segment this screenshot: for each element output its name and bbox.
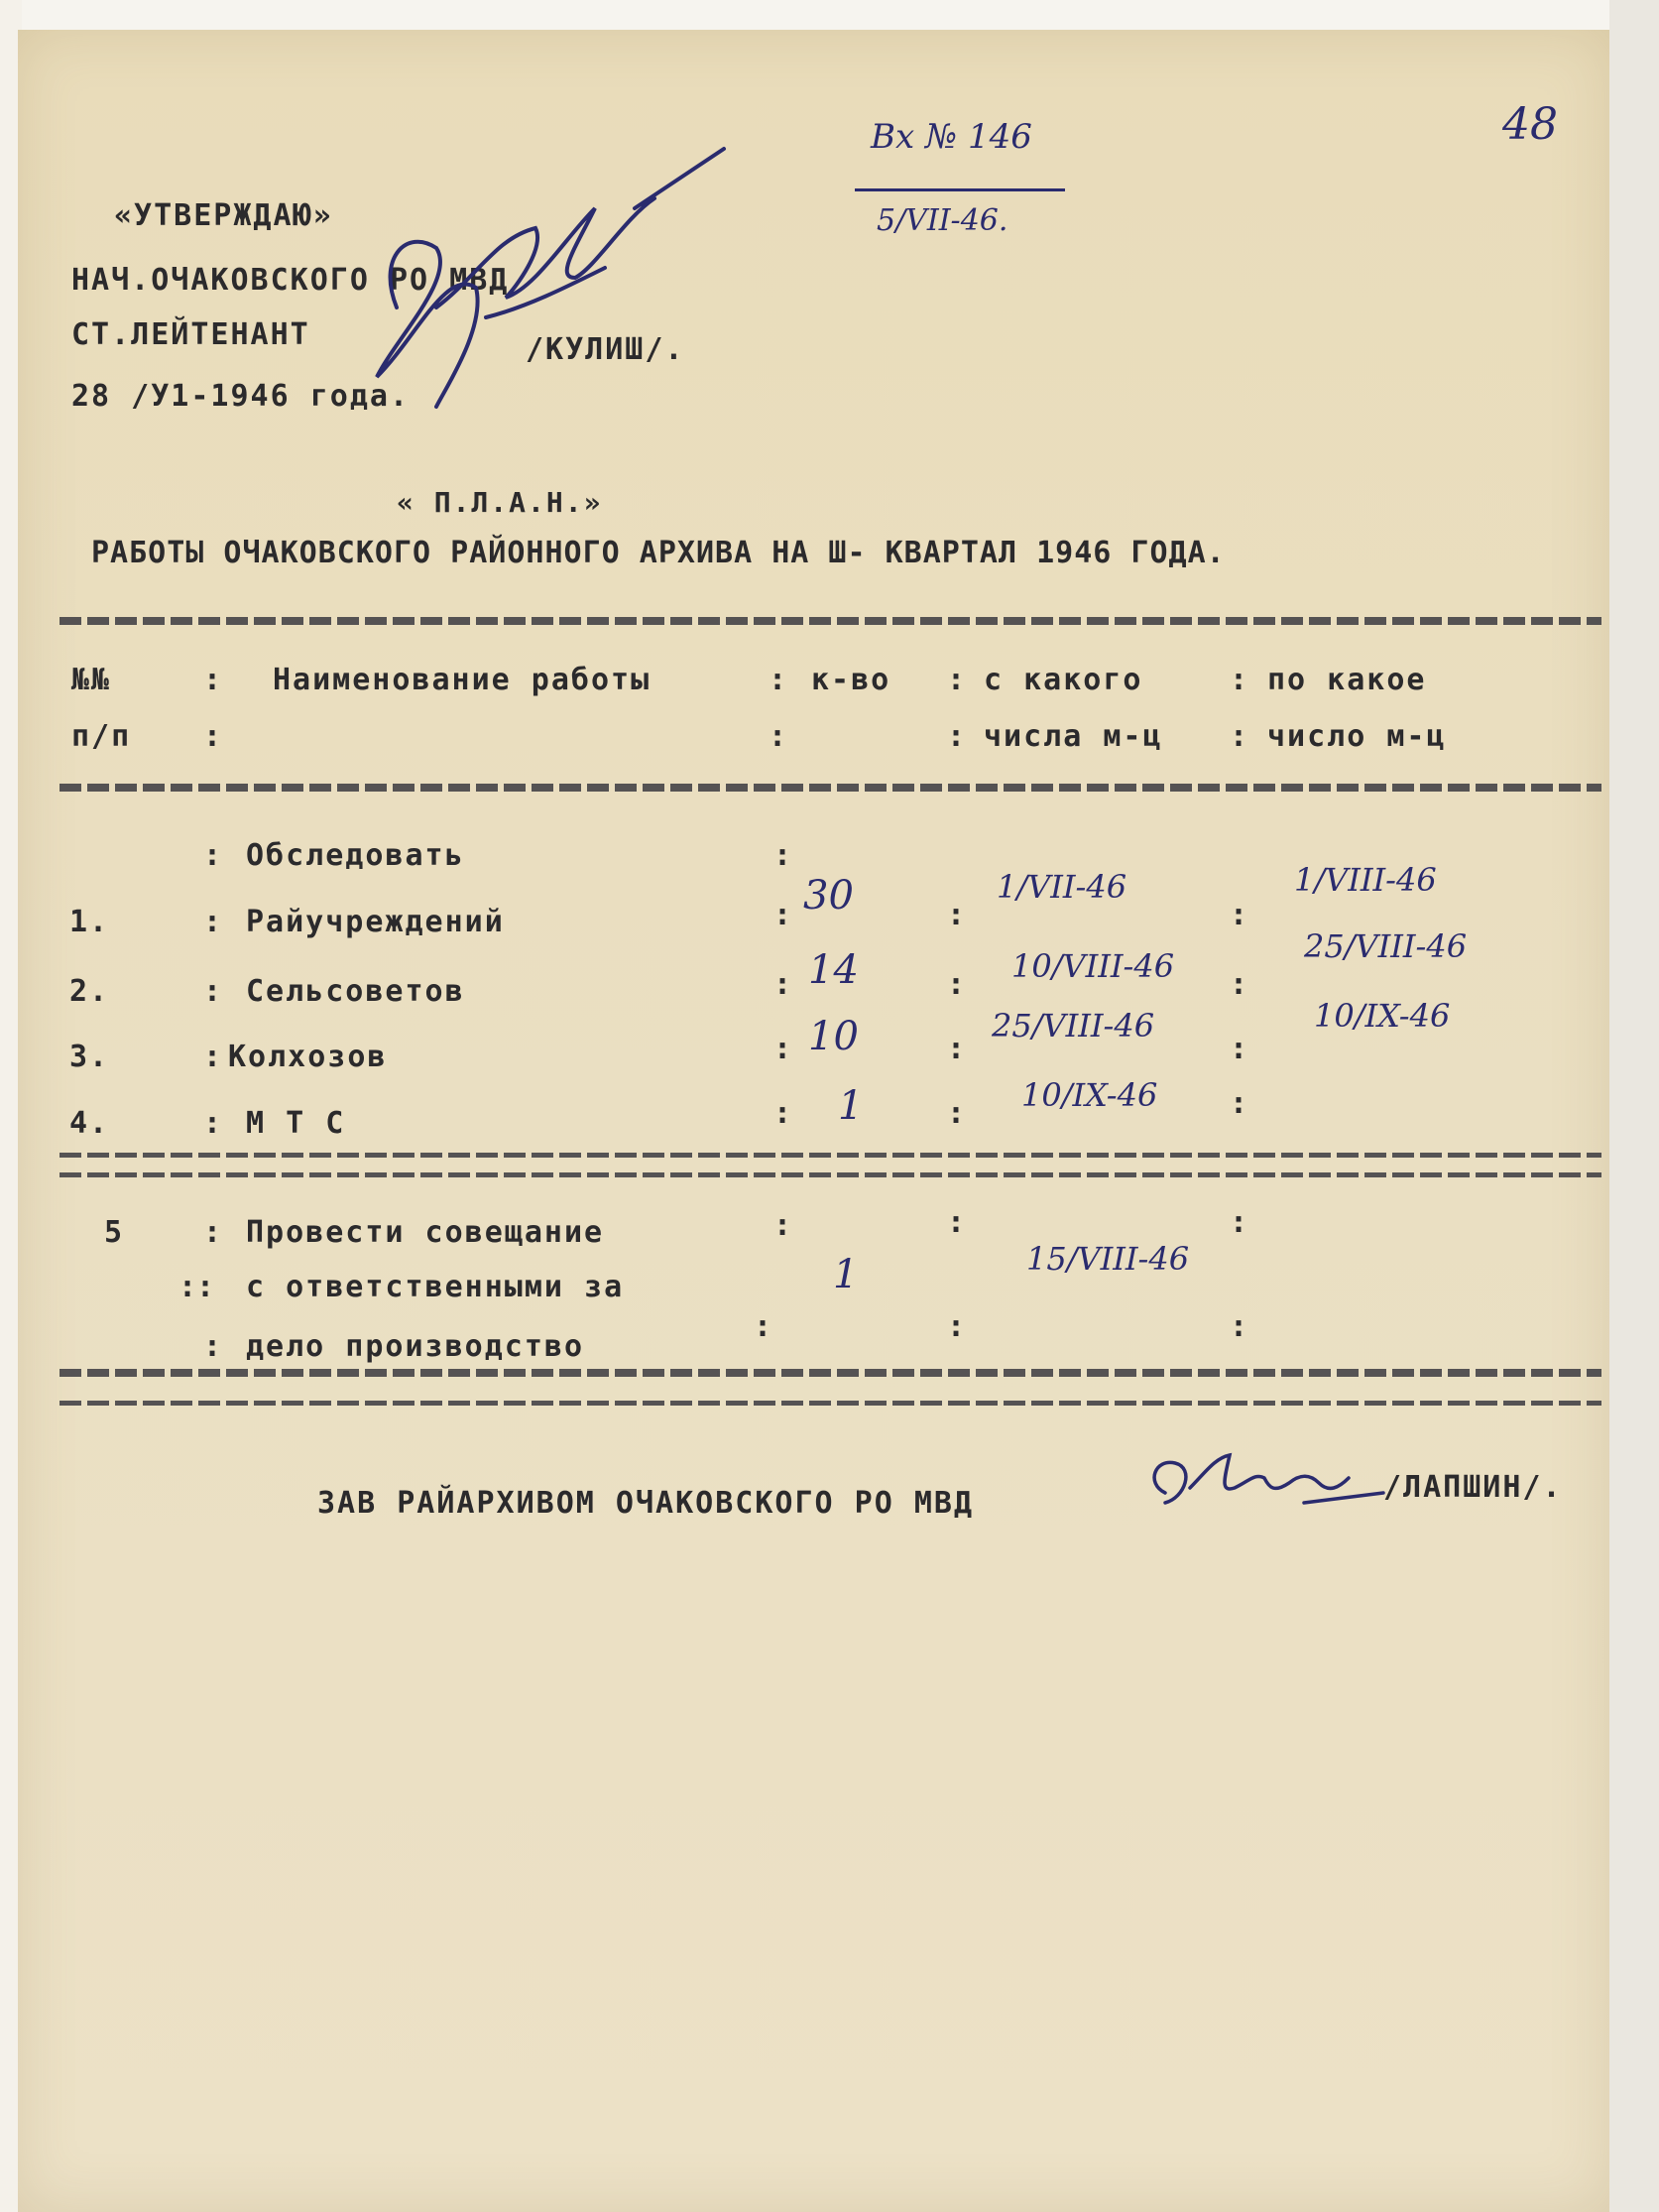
header-colon: : — [947, 719, 966, 754]
intro-label: Обследовать — [246, 838, 465, 873]
registration-number: Вх № 146 — [871, 117, 1032, 157]
row-to-date: 10/IX-46 — [1314, 997, 1451, 1035]
row-colon: : — [947, 1032, 966, 1066]
row-from-date: 25/VIII-46 — [992, 1007, 1155, 1045]
row-colon: : — [203, 838, 222, 873]
header-work-name: Наименование работы — [273, 663, 652, 697]
row-colon: : — [754, 1309, 772, 1344]
header-colon: : — [769, 663, 787, 697]
row-number: 4. — [69, 1106, 110, 1141]
row-colon: : — [773, 1096, 792, 1131]
row-colon: : — [773, 1032, 792, 1066]
row-number: 2. — [69, 974, 110, 1009]
row-name: Райучреждений — [246, 905, 505, 939]
row-to-date: 1/VIII-46 — [1294, 861, 1437, 899]
header-from-l2: числа м-ц — [984, 719, 1163, 754]
approval-name: /КУЛИШ/. — [526, 332, 685, 367]
row-number: 1. — [69, 905, 110, 939]
row-quantity: 1 — [833, 1252, 859, 1297]
row-colon: : — [947, 898, 966, 932]
header-colon: : — [1230, 719, 1248, 754]
row-quantity: 1 — [838, 1083, 864, 1129]
approval-signature — [337, 139, 734, 436]
row-from-date: 15/VIII-46 — [1026, 1240, 1190, 1278]
row-name: Колхозов — [228, 1040, 388, 1074]
header-quantity: к-во — [811, 663, 891, 697]
row-colon: : — [1230, 967, 1248, 1002]
row-name: Провести совещание — [246, 1215, 605, 1250]
table-bottom-rule-2 — [59, 1401, 1601, 1406]
header-number-l2: п/п — [71, 719, 132, 754]
row-colon: : — [203, 1329, 222, 1364]
row-from-date: 1/VII-46 — [997, 868, 1127, 906]
row-name: дело производство — [246, 1329, 585, 1364]
approval-position: НАЧ.ОЧАКОВСКОГО РО МВД — [71, 263, 510, 298]
document-subtitle: РАБОТЫ ОЧАКОВСКОГО РАЙОННОГО АРХИВА НА Ш- КВАРТАЛ 1946 ГОДА. — [91, 536, 1226, 570]
row-colon: : — [203, 1215, 222, 1250]
page-number: 48 — [1502, 99, 1558, 150]
rows-bottom-rule — [59, 1153, 1601, 1158]
row-colon: : — [773, 1208, 792, 1243]
header-to-l2: число м-ц — [1267, 719, 1447, 754]
rows-bottom-rule-2 — [59, 1172, 1601, 1177]
header-colon: : — [769, 719, 787, 754]
registration-date: 5/VII-46. — [877, 203, 1008, 238]
row-colon: : — [773, 898, 792, 932]
row-colon: : — [203, 905, 222, 939]
footer-name: /ЛАПШИН/. — [1383, 1470, 1563, 1505]
footer-signature — [1135, 1443, 1393, 1533]
header-colon: : — [947, 663, 966, 697]
header-colon: : — [203, 663, 222, 697]
row-colon: : — [203, 1040, 222, 1074]
row-name: с ответственными за — [246, 1270, 625, 1304]
row-colon: : — [947, 1096, 966, 1131]
scan-background-top — [0, 0, 1659, 34]
registration-underline — [855, 188, 1065, 191]
row-from-date: 10/VIII-46 — [1011, 947, 1175, 985]
row-quantity: 10 — [808, 1014, 859, 1059]
header-colon: : — [1230, 663, 1248, 697]
row-quantity: 14 — [808, 947, 859, 993]
row-colon: : — [773, 838, 792, 873]
row-name: Сельсоветов — [246, 974, 465, 1009]
row-colon: : — [947, 1205, 966, 1240]
row-colon: : — [947, 967, 966, 1002]
table-bottom-rule — [59, 1369, 1601, 1377]
header-from-l1: с какого — [984, 663, 1143, 697]
row-colon: : — [1230, 1205, 1248, 1240]
approval-stamp: «УТВЕРЖДАЮ» — [114, 198, 333, 233]
row-colon: : — [1230, 898, 1248, 932]
header-colon: : — [203, 719, 222, 754]
row-number: 5 — [104, 1215, 125, 1250]
row-colon: : — [1230, 1309, 1248, 1344]
row-colon: : — [203, 1106, 222, 1141]
row-number: 3. — [69, 1040, 110, 1074]
row-colon: : — [947, 1309, 966, 1344]
row-colon: : — [773, 967, 792, 1002]
row-to-date: 25/VIII-46 — [1304, 927, 1468, 965]
scan-background-right — [1609, 0, 1659, 2212]
footer-label: ЗАВ РАЙАРХИВОМ ОЧАКОВСКОГО РО МВД — [317, 1486, 975, 1521]
row-colon: :: — [178, 1270, 215, 1304]
row-colon: : — [1230, 1086, 1248, 1121]
table-top-rule — [59, 617, 1601, 625]
row-name: М Т С — [246, 1106, 346, 1141]
header-to-l1: по какое — [1267, 663, 1427, 697]
row-quantity: 30 — [803, 873, 854, 919]
header-number-l1: №№ — [71, 663, 112, 697]
row-from-date: 10/IX-46 — [1021, 1076, 1158, 1114]
header-bottom-rule — [59, 784, 1601, 792]
approval-date: 28 /У1-1946 года. — [71, 379, 411, 414]
row-colon: : — [203, 974, 222, 1009]
document-heading: « П.Л.А.Н.» — [397, 486, 603, 519]
row-colon: : — [1230, 1032, 1248, 1066]
approval-rank: СТ.ЛЕЙТЕНАНТ — [71, 317, 310, 352]
